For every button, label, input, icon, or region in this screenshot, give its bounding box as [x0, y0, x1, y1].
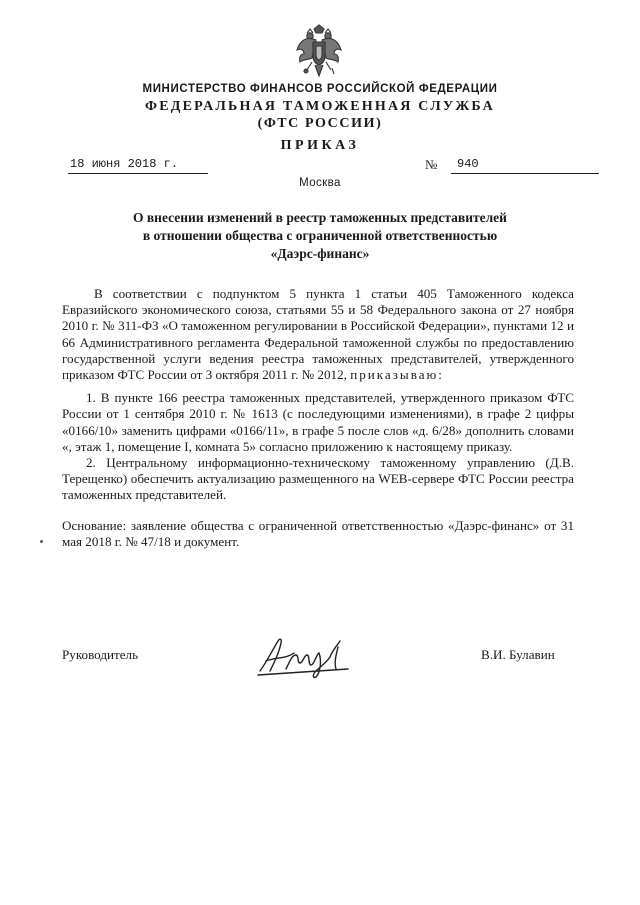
document-date: 18 июня 2018 г. — [68, 157, 208, 174]
signer-title: Руководитель — [62, 647, 139, 662]
document-title-line-1: О внесении изменений в реестр таможенных представителей — [133, 210, 507, 225]
ministry-name: МИНИСТЕРСТВО ФИНАНСОВ РОССИЙСКОЙ ФЕДЕРАЦИИ — [142, 83, 498, 95]
order-item-1: 1. В пункте 166 реестра таможенных представителей, утвержденного приказом ФТС России от 1 сентября 2010 г. № 1613 (с последующими изменениями), в графе 2 цифры «0166/10» заменить цифрами «0166/11», в графе 5 после слов «д. 6/28» дополнить словами «, этаж 1, помещение I, комната 5» согласно приложению к настоящему приказу. — [62, 390, 574, 454]
document-city: Москва — [299, 177, 341, 189]
document-title-line-2: в отношении общества с ограниченной ответственностью — [142, 228, 498, 243]
order-word: приказываю: — [350, 367, 444, 383]
signer-name: В.И. Булавин — [481, 647, 555, 662]
order-item-2: 2. Центральному информационно-техническому таможенному управлению (Д.В. Терещенко) обеспечить актуализацию размещенного на WEB-сервере ФТС России реестра таможенных представителей. — [62, 455, 574, 503]
document-number: 940 — [451, 157, 599, 174]
document-type: ПРИКАЗ — [280, 138, 360, 153]
scan-mark — [40, 540, 43, 543]
basis-paragraph: Основание: заявление общества с ограниченной ответственностью «Даэрс-финанс» от 31 мая 2018 г. № 47/18 и документ. — [62, 517, 574, 549]
handwritten-signature — [256, 633, 352, 679]
service-abbreviation: (ФТС РОССИИ) — [257, 116, 383, 131]
preamble-paragraph — [62, 286, 574, 383]
document-body — [62, 286, 574, 557]
service-name: ФЕДЕРАЛЬНАЯ ТАМОЖЕННАЯ СЛУЖБА — [145, 99, 495, 114]
number-sign: № — [425, 157, 438, 172]
coat-of-arms-icon — [295, 24, 343, 80]
document-title-line-3: «Даэрс-финанс» — [270, 246, 370, 261]
preamble-text: В соответствии с подпунктом 5 пункта 1 статьи 405 Таможенного кодекса Евразийского экономического союза, статьями 55 и 58 Федерального закона от 27 ноября 2010 г. № 311-ФЗ «О таможенном регулировании в Российской Федерации», пунктами 12 и 66 Административного регламента Федеральной таможенной службы по предоставлению государственной услуги ведения реестра таможенных представителей, утвержденного приказом ФТС России от 3 октября 2011 г. № 2012, — [62, 286, 574, 383]
